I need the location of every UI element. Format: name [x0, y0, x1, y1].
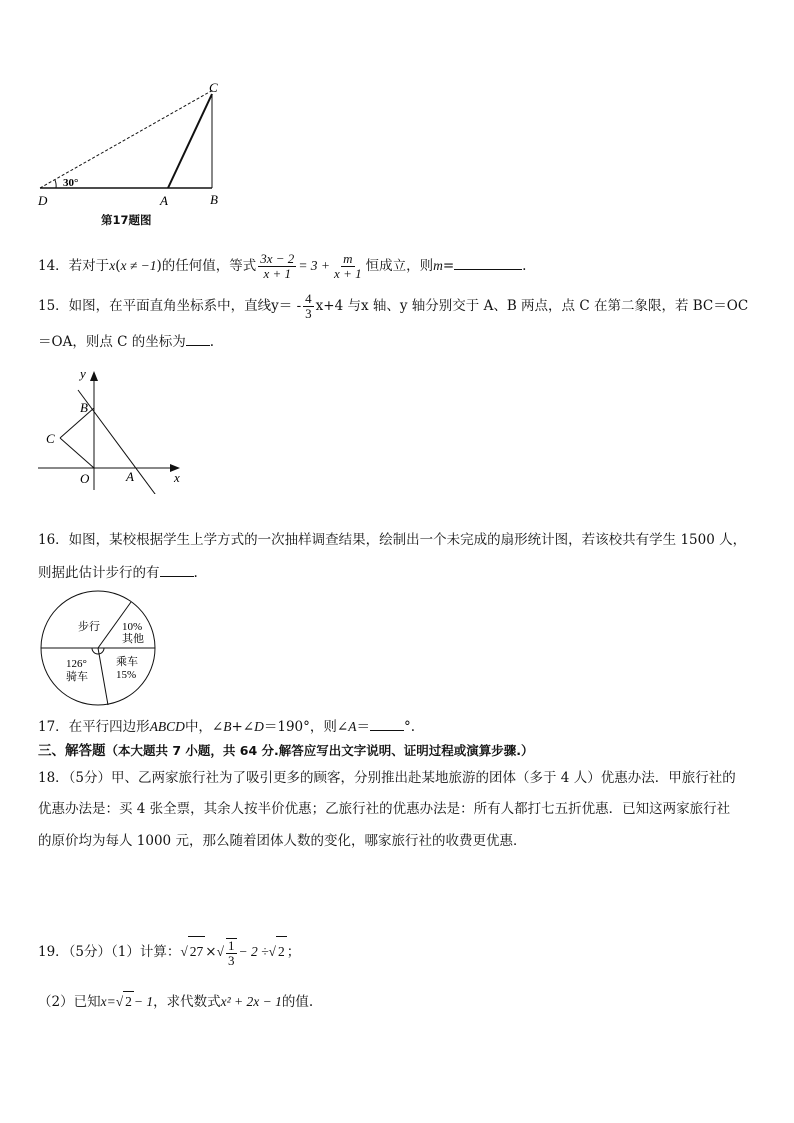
fraction-1-3: $\frac{1}{3}$: [228, 937, 235, 968]
label-c: C: [46, 431, 55, 446]
label-x: x: [174, 470, 180, 485]
segment-co: [60, 438, 94, 468]
fraction-2: $\frac{m}{x + 1}$: [334, 251, 362, 281]
triangle-figure-17: [30, 78, 250, 210]
fraction-1: $\frac{3x - 2}{x + 1}$: [260, 251, 295, 281]
dashed-dc: [40, 90, 213, 188]
question-19-part2: （2）已知x=√ 2 − 1，求代数式x² + 2x − 1的值.: [38, 991, 313, 1012]
label-d: D: [38, 193, 48, 208]
question-18-line3: 的原价均为每人 1000 元，那么随着团体人数的变化，哪家旅行社的收费更优惠．: [38, 833, 527, 849]
label-other-pct: 10%: [122, 621, 143, 633]
question-15-line2: ＝OA，则点 C 的坐标为 .: [38, 331, 214, 352]
y-axis-arrow: [90, 371, 98, 381]
question-19-part1: 19．（5分）（1）计算：√ 27 ×√ $\frac{1}{3}$ − 2 ÷√ 2 ；: [38, 937, 301, 968]
label-bus-pct: 15%: [116, 669, 137, 681]
fraction-4-3: $\frac{4}{3}$: [305, 291, 312, 321]
label-y: y: [80, 366, 86, 381]
answer-blank-14[interactable]: [454, 255, 522, 270]
coordinate-figure-15: [36, 364, 186, 494]
angle-arc: [55, 180, 56, 188]
answer-blank-17[interactable]: [370, 716, 404, 731]
angle-label: 30°: [63, 177, 79, 189]
figure-caption: 第17题图: [101, 213, 152, 227]
line-ac: [168, 94, 212, 188]
label-bike-deg: 126°: [66, 658, 87, 670]
question-16-line2: 则据此估计步行的有 .: [38, 562, 198, 583]
label-b: B: [80, 400, 88, 415]
question-14: 14．若对于x(x ≠ −1)的任何值，等式 $\frac{3x - 2}{x + 1}$ = 3 + $\frac{m}{x + 1}$ 恒成立，则m= .: [38, 251, 527, 281]
label-a: A: [126, 469, 134, 484]
pie-chart-16: [38, 590, 160, 710]
label-b: B: [210, 192, 218, 207]
label-bike: 骑车: [66, 670, 88, 683]
question-18-line2: 优惠办法是：买 4 张全票，其余人按半价优惠；乙旅行社的优惠办法是：所有人都打七五折优惠．已知这两家旅行社: [38, 801, 731, 817]
question-17: 17．在平行四边形ABCD中，∠B+∠D＝190°，则∠A＝ °.: [38, 716, 415, 737]
label-o: O: [80, 471, 90, 486]
answer-blank-15[interactable]: [186, 331, 210, 346]
question-18-line1: 18．（5分）甲、乙两家旅行社为了吸引更多的顾客，分别推出赴某地旅游的团体（多于 4 人）优惠办法．甲旅行社的: [38, 770, 736, 786]
label-a: A: [160, 193, 168, 208]
segment-bc: [60, 408, 94, 438]
label-c: C: [209, 80, 218, 95]
question-15-line1: 15．如图，在平面直角坐标系中，直线y＝ - $\frac{4}{3}$ x+4 与x 轴、y 轴分别交于 A、B 两点，点 C 在第二象限，若 BC＝OC: [38, 291, 749, 321]
label-walk: 步行: [78, 620, 100, 633]
answer-blank-16[interactable]: [160, 562, 194, 577]
label-other: 其他: [122, 632, 144, 645]
section-3-header: 三、解答题（本大题共 7 小题，共 64 分.解答应写出文字说明、证明过程或演算步骤.）: [38, 743, 534, 759]
line-ab: [78, 390, 158, 494]
question-16-line1: 16．如图，某校根据学生上学方式的一次抽样调查结果，绘制出一个未完成的扇形统计图，若该校共有学生 1500 人，: [38, 532, 747, 548]
label-bus: 乘车: [116, 655, 138, 668]
